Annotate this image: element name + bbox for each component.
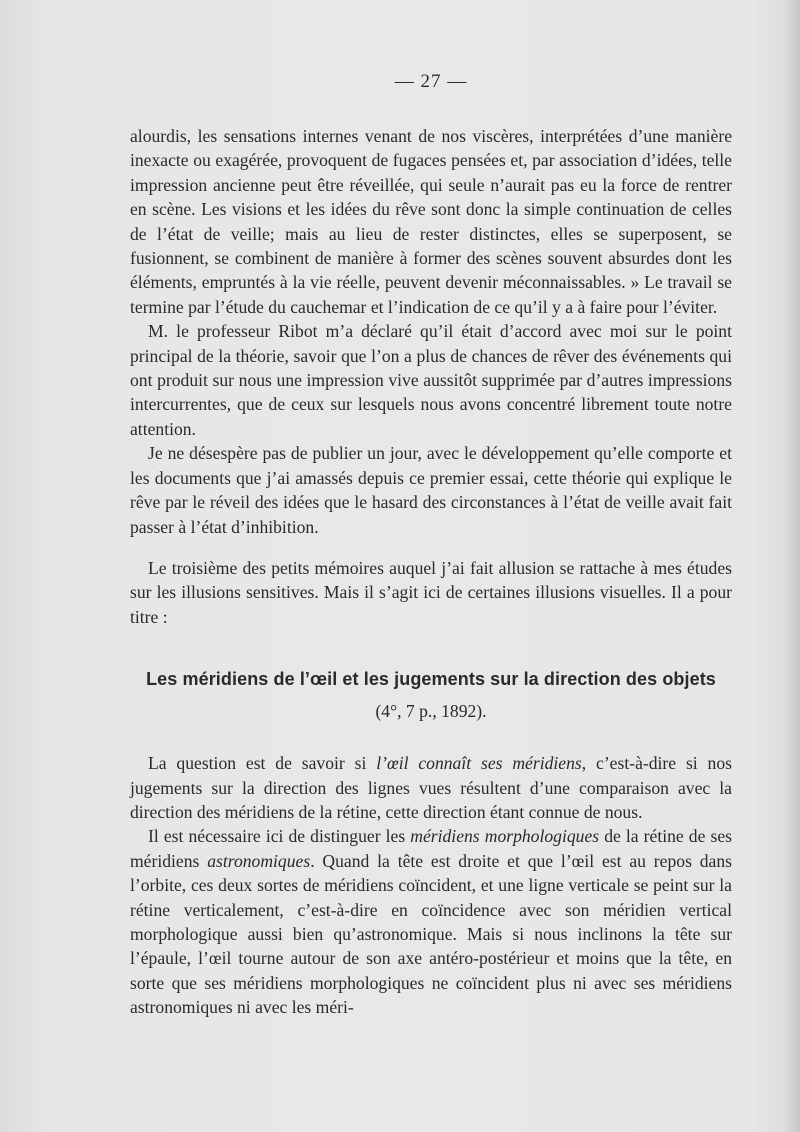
page-content: [130, 70, 732, 1020]
spacer: [130, 629, 732, 667]
paragraph-p6: [130, 824, 732, 1019]
paragraph-p2: [130, 319, 732, 441]
text-run: . Quand la tête est droite et que l’œil est au repos dans l’orbite, ces deux sortes de méridiens coïncident, et une ligne verticale se peint sur la rétine verticalement, c’est-à-dire en coïncidence avec son méridien vertical morphologique aussi bien qu’astronomique. Mais si nous inclinons la tête sur l’épaule, l’œil tourne autour de son axe antéro-postérieur et moins que la tête, en sorte que ses méridiens morphologiques ne coïncident plus ni avec ses méridiens astronomiques ni avec les méri-: [130, 850, 733, 1018]
spacer: [130, 539, 732, 556]
paragraph-p1: [130, 124, 732, 319]
italic-text: l’œil connaît ses méridiens: [376, 753, 582, 774]
page-edge-shadow: [786, 0, 800, 1132]
text-run: alourdis, les sensations internes venant de nos viscères, interprétées d’une manière inexacte ou exagérée, provoquent de fugaces pensées et, par association d’idées, telle impression ancienne peut être réveillée, qui seule n’aurait pas eu la force de rentrer en scène. Les visions et les idées du rêve sont donc la simple continuation de celles de l’état de veille; mais au lieu de rester distinctes, elles se superposent, se fusionnent, se combinent de manière à former des scènes souvent absurdes dont les éléments, empruntés à la vie réelle, peuvent devenir méconnaissables. » Le travail se termine par l’étude du cauchemar et l’indication de ce qu’il y a à faire pour l’éviter.: [130, 126, 732, 317]
intro-paragraph-container: [130, 556, 732, 629]
paragraph-p4: [130, 556, 732, 629]
section-subtitle: (4°, 7 p., 1892).: [375, 701, 487, 722]
text-run: Le troisième des petits mémoires auquel j’ai fait allusion se rattache à mes études sur les illusions sensitives. Mais il s’agit ici de certaines illusions visuelles. Il a pour titre :: [130, 557, 732, 627]
italic-text: méridiens morphologiques: [410, 826, 600, 847]
paragraphs-after: [130, 751, 732, 1019]
page-number: — 27 —: [394, 71, 468, 92]
section-title: Les méridiens de l’œil et les jugements sur la direction des objets: [146, 669, 716, 690]
spacer: [130, 723, 732, 751]
text-run: , c’est-à-dire si nos jugements sur la direction des lignes vues résultent d’une comparaison avec la direction des méridiens de la rétine, cette direction étant connue de nous.: [130, 753, 732, 822]
text-run: La question est de savoir si: [148, 753, 377, 774]
paragraph-p3: [130, 441, 732, 539]
text-run: de la rétine de ses méridiens: [130, 826, 732, 871]
paragraphs-before: [130, 124, 732, 539]
text-run: M. le professeur Ribot m’a déclaré qu’il était d’accord avec moi sur le point principal de la théorie, savoir que l’on a plus de chances de rêver des événements qui ont produit sur nous une impression vive aussitôt supprimée par d’autres impressions intercurrentes, que de ceux sur lesquels nous avons concentré librement toute notre attention.: [130, 321, 732, 439]
text-run: Il est nécessaire ici de distinguer les: [148, 826, 411, 847]
text-run: Je ne désespère pas de publier un jour, avec le développement qu’elle comporte et les documents que j’ai amassés depuis ce premier essai, cette théorie qui explique le rêve par le réveil des idées que le hasard des circonstances à l’état de veille avait fait passer à l’état d’inhibition.: [130, 443, 732, 537]
paragraph-p5: [130, 751, 732, 824]
italic-text: astronomiques: [207, 850, 311, 871]
